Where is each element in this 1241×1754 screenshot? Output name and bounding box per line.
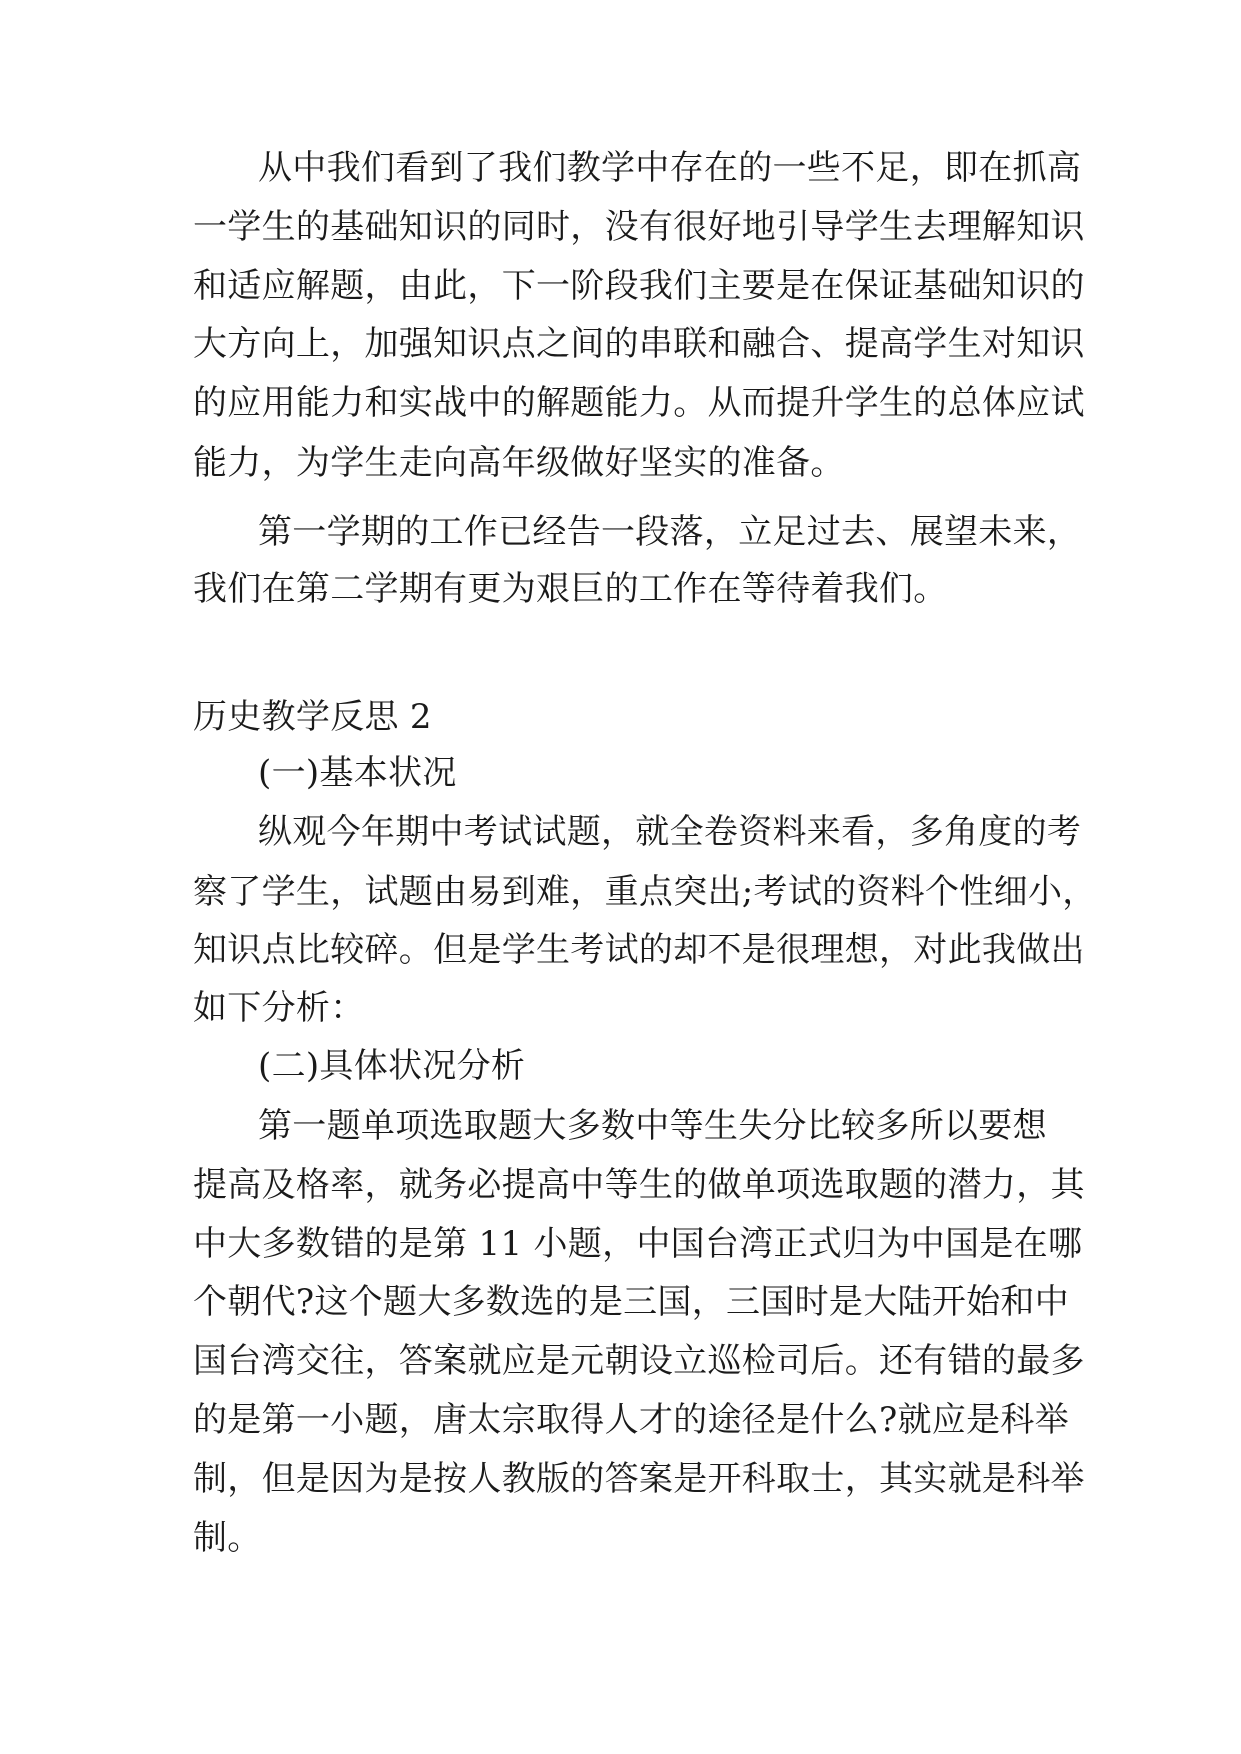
paragraph-line: 知识点比较碎。但是学生考试的却不是很理想，对此我做出 [193,930,1085,970]
paragraph-line: 第一题单项选取题大多数中等生失分比较多所以要想 [258,1106,1047,1146]
paragraph-line: 的是第一小题，唐太宗取得人才的途径是什么?就应是科举 [193,1400,1070,1440]
paragraph-line: 和适应解题，由此，下一阶段我们主要是在保证基础知识的 [193,266,1085,306]
paragraph-line: 国台湾交往，答案就应是元朝设立巡检司后。还有错的最多 [193,1341,1085,1381]
paragraph-line: 提高及格率，就务必提高中等生的做单项选取题的潜力，其 [193,1165,1085,1205]
paragraph-line: 的应用能力和实战中的解题能力。从而提升学生的总体应试 [193,383,1085,423]
paragraph-line: 察了学生，试题由易到难，重点突出;考试的资料个性细小， [193,872,1097,912]
paragraph-line: 大方向上，加强知识点之间的串联和融合、提高学生对知识 [193,324,1085,364]
paragraph-line: 如下分析： [193,988,365,1028]
paragraph-line: 个朝代?这个题大多数选的是三国，三国时是大陆开始和中 [193,1282,1070,1322]
paragraph-line: 能力，为学生走向高年级做好坚实的准备。 [193,443,845,483]
paragraph-line: 中大多数错的是第 11 小题，中国台湾正式归为中国是在哪 [193,1224,1083,1264]
paragraph-line: 第一学期的工作已经告一段落，立足过去、展望未来， [258,512,1082,552]
subsection-heading: (一)基本状况 [258,753,457,793]
paragraph-line: 纵观今年期中考试试题，就全卷资料来看，多角度的考 [258,812,1082,852]
paragraph-line: 从中我们看到了我们教学中存在的一些不足，即在抓高 [258,148,1082,188]
paragraph-line: 制。 [193,1518,262,1558]
paragraph-line: 制，但是因为是按人教版的答案是开科取士，其实就是科举 [193,1459,1085,1499]
paragraph-line: 一学生的基础知识的同时，没有很好地引导学生去理解知识 [193,207,1085,247]
subsection-heading: (二)具体状况分析 [258,1046,526,1086]
section-heading: 历史教学反思 2 [193,697,432,737]
paragraph-line: 我们在第二学期有更为艰巨的工作在等待着我们。 [193,569,948,609]
